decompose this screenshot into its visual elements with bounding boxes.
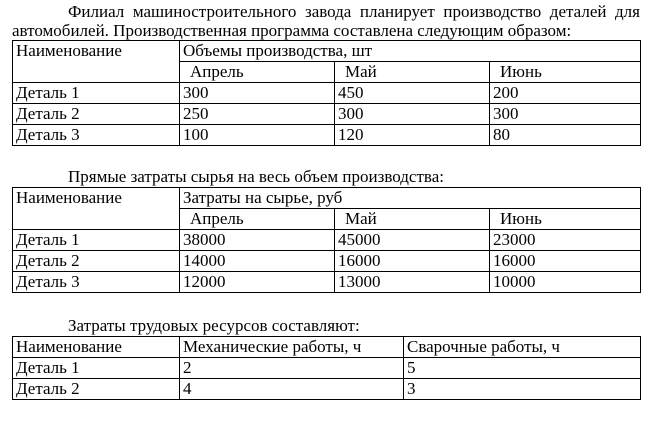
header-name-cell: Наименование — [13, 41, 180, 83]
spacer — [12, 146, 640, 167]
header-name-cell: Наименование — [13, 337, 180, 358]
labor-costs-caption: Затраты трудовых ресурсов составляют: — [68, 316, 360, 335]
row-name-cell: Деталь 2 — [13, 379, 180, 400]
raw-materials-caption: Прямые затраты сырья на весь объем производства: — [68, 167, 444, 186]
row-name-cell: Деталь 2 — [13, 104, 180, 125]
month-june-cell: Июнь — [490, 209, 641, 230]
value-cell: 10000 — [490, 272, 641, 293]
header-group-cell: Объемы производства, шт — [180, 41, 641, 62]
table-row — [13, 379, 641, 400]
table-row — [13, 358, 641, 379]
value-cell: 200 — [490, 83, 641, 104]
header-mechanical-cell: Механические работы, ч — [180, 337, 404, 358]
value-cell: 250 — [180, 104, 335, 125]
labor-costs-table — [12, 336, 641, 400]
month-april-cell: Апрель — [180, 209, 335, 230]
row-name-cell: Деталь 1 — [13, 358, 180, 379]
table-row — [13, 104, 641, 125]
table-header-row — [13, 41, 641, 62]
value-cell: 14000 — [180, 251, 335, 272]
month-june-cell: Июнь — [490, 62, 641, 83]
value-cell: 23000 — [490, 230, 641, 251]
row-name-cell: Деталь 2 — [13, 251, 180, 272]
header-group-cell: Затраты на сырье, руб — [180, 188, 641, 209]
value-cell: 45000 — [335, 230, 490, 251]
value-cell: 13000 — [335, 272, 490, 293]
table-row — [13, 125, 641, 146]
value-cell: 2 — [180, 358, 404, 379]
row-name-cell: Деталь 1 — [13, 83, 180, 104]
row-name-cell: Деталь 1 — [13, 230, 180, 251]
month-may-cell: Май — [335, 209, 490, 230]
value-cell: 4 — [180, 379, 404, 400]
row-name-cell: Деталь 3 — [13, 125, 180, 146]
table-header-row — [13, 337, 641, 358]
production-volume-table — [12, 40, 641, 146]
value-cell: 5 — [404, 358, 641, 379]
value-cell: 100 — [180, 125, 335, 146]
month-april-cell: Апрель — [180, 62, 335, 83]
table-row — [13, 251, 641, 272]
table-header-row — [13, 188, 641, 209]
header-welding-cell: Сварочные работы, ч — [404, 337, 641, 358]
value-cell: 300 — [490, 104, 641, 125]
value-cell: 450 — [335, 83, 490, 104]
month-may-cell: Май — [335, 62, 490, 83]
value-cell: 12000 — [180, 272, 335, 293]
value-cell: 80 — [490, 125, 641, 146]
table-row — [13, 230, 641, 251]
value-cell: 300 — [335, 104, 490, 125]
value-cell: 120 — [335, 125, 490, 146]
table-row — [13, 272, 641, 293]
table-row — [13, 83, 641, 104]
header-name-cell: Наименование — [13, 188, 180, 230]
value-cell: 16000 — [490, 251, 641, 272]
raw-materials-cost-table — [12, 187, 641, 293]
value-cell: 16000 — [335, 251, 490, 272]
value-cell: 38000 — [180, 230, 335, 251]
value-cell: 3 — [404, 379, 641, 400]
document-page — [12, 2, 640, 400]
value-cell: 300 — [180, 83, 335, 104]
intro-paragraph: Филиал машиностроительного завода планирует производство деталей для автомобилей. Производственная программа составлена следующим образом: — [12, 2, 640, 40]
row-name-cell: Деталь 3 — [13, 272, 180, 293]
spacer — [12, 293, 640, 316]
